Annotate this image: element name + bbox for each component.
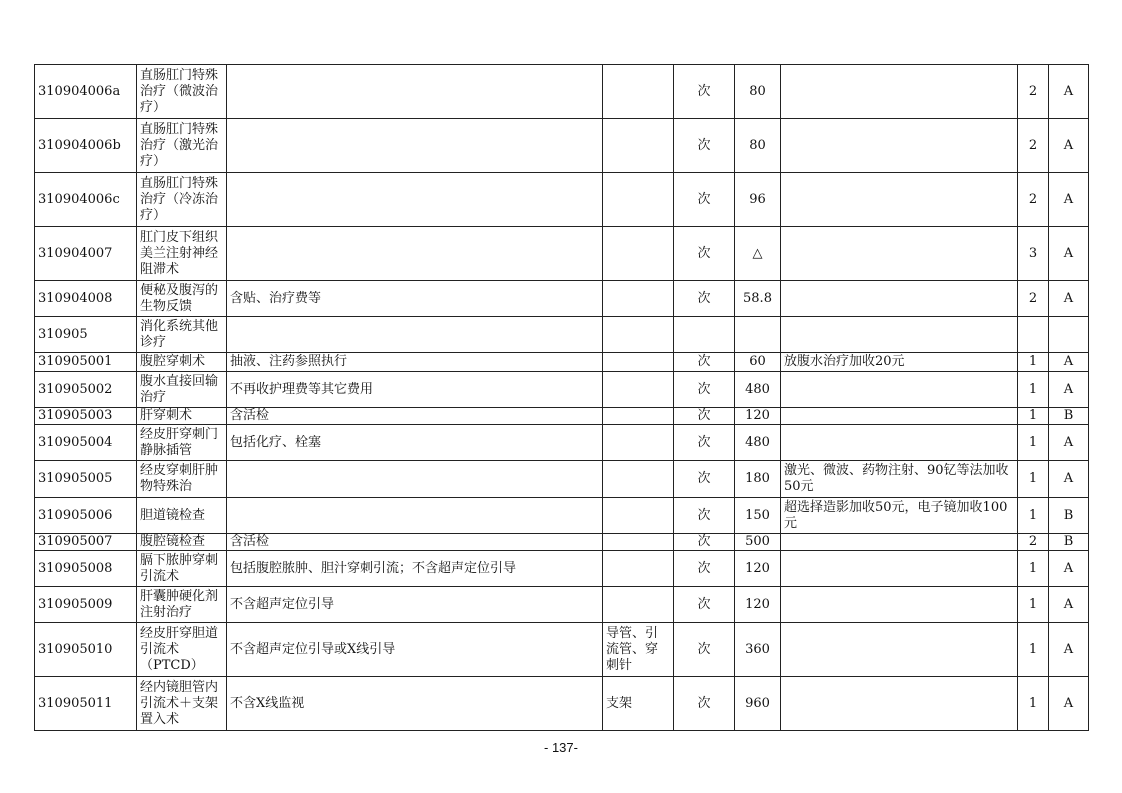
note-cell: 超选择造影加收50元，电子镜加收100元 xyxy=(781,498,1018,534)
item-content-cell: 包括化疗、栓塞 xyxy=(227,425,603,461)
table-row xyxy=(35,587,1089,623)
note-cell xyxy=(781,587,1018,623)
category-cell: A xyxy=(1049,227,1089,281)
excluded-items-cell xyxy=(603,119,674,173)
excluded-items-cell xyxy=(603,65,674,119)
note-cell xyxy=(781,425,1018,461)
excluded-items-cell: 支架 xyxy=(603,677,674,731)
item-name-cell: 肛门皮下组织美兰注射神经阻滞术 xyxy=(137,227,227,281)
item-content-cell: 含贴、治疗费等 xyxy=(227,281,603,317)
excluded-items-cell xyxy=(603,281,674,317)
category-cell: A xyxy=(1049,623,1089,677)
price-cell: 360 xyxy=(735,623,781,677)
item-code-cell: 310904006b xyxy=(35,119,137,173)
level-cell: 3 xyxy=(1018,227,1049,281)
table-row xyxy=(35,425,1089,461)
price-cell: 58.8 xyxy=(735,281,781,317)
level-cell: 1 xyxy=(1018,425,1049,461)
level-cell: 2 xyxy=(1018,119,1049,173)
note-cell xyxy=(781,317,1018,353)
unit-cell: 次 xyxy=(674,623,735,677)
unit-cell xyxy=(674,317,735,353)
note-cell xyxy=(781,65,1018,119)
item-name-cell: 腹腔穿刺术 xyxy=(137,353,227,372)
item-code-cell: 310904008 xyxy=(35,281,137,317)
item-name-cell: 经内镜胆管内引流术＋支架置入术 xyxy=(137,677,227,731)
category-cell: A xyxy=(1049,65,1089,119)
note-cell xyxy=(781,281,1018,317)
unit-cell: 次 xyxy=(674,119,735,173)
note-cell xyxy=(781,119,1018,173)
unit-cell: 次 xyxy=(674,372,735,408)
price-cell: 180 xyxy=(735,461,781,498)
item-content-cell: 不含超声定位引导或X线引导 xyxy=(227,623,603,677)
unit-cell: 次 xyxy=(674,498,735,534)
item-code-cell: 310905001 xyxy=(35,353,137,372)
item-code-cell: 310904007 xyxy=(35,227,137,281)
note-cell xyxy=(781,408,1018,425)
unit-cell: 次 xyxy=(674,587,735,623)
item-name-cell: 经皮肝穿刺门静脉插管 xyxy=(137,425,227,461)
level-cell: 2 xyxy=(1018,281,1049,317)
table-row xyxy=(35,677,1089,731)
unit-cell: 次 xyxy=(674,425,735,461)
price-cell: 120 xyxy=(735,587,781,623)
item-code-cell: 310905007 xyxy=(35,534,137,551)
unit-cell: 次 xyxy=(674,408,735,425)
price-cell: 120 xyxy=(735,408,781,425)
price-cell: 480 xyxy=(735,372,781,408)
item-name-cell: 膈下脓肿穿刺引流术 xyxy=(137,551,227,587)
item-name-cell: 肝穿刺术 xyxy=(137,408,227,425)
level-cell: 2 xyxy=(1018,173,1049,227)
level-cell xyxy=(1018,317,1049,353)
price-cell: 80 xyxy=(735,119,781,173)
level-cell: 1 xyxy=(1018,677,1049,731)
price-cell: 480 xyxy=(735,425,781,461)
item-code-cell: 310905010 xyxy=(35,623,137,677)
item-content-cell: 不含X线监视 xyxy=(227,677,603,731)
item-name-cell: 胆道镜检查 xyxy=(137,498,227,534)
category-cell: A xyxy=(1049,587,1089,623)
table-row xyxy=(35,65,1089,119)
item-name-cell: 直肠肛门特殊治疗（冷冻治疗） xyxy=(137,173,227,227)
table-row xyxy=(35,227,1089,281)
item-code-cell: 310904006a xyxy=(35,65,137,119)
table-row xyxy=(35,173,1089,227)
item-name-cell: 直肠肛门特殊治疗（微波治疗） xyxy=(137,65,227,119)
item-name-cell: 经皮肝穿胆道引流术（PTCD） xyxy=(137,623,227,677)
item-content-cell xyxy=(227,461,603,498)
excluded-items-cell xyxy=(603,173,674,227)
item-name-cell: 便秘及腹泻的生物反馈 xyxy=(137,281,227,317)
price-cell xyxy=(735,317,781,353)
category-cell: A xyxy=(1049,281,1089,317)
table-row xyxy=(35,534,1089,551)
item-code-cell: 310905011 xyxy=(35,677,137,731)
item-code-cell: 310905006 xyxy=(35,498,137,534)
category-cell: A xyxy=(1049,119,1089,173)
item-content-cell xyxy=(227,317,603,353)
category-cell: A xyxy=(1049,551,1089,587)
item-code-cell: 310904006c xyxy=(35,173,137,227)
excluded-items-cell xyxy=(603,372,674,408)
note-cell xyxy=(781,173,1018,227)
category-cell: A xyxy=(1049,372,1089,408)
table-row xyxy=(35,281,1089,317)
table-row xyxy=(35,119,1089,173)
unit-cell: 次 xyxy=(674,551,735,587)
note-cell xyxy=(781,534,1018,551)
unit-cell: 次 xyxy=(674,353,735,372)
excluded-items-cell xyxy=(603,425,674,461)
excluded-items-cell xyxy=(603,353,674,372)
category-cell: B xyxy=(1049,498,1089,534)
item-name-cell: 肝囊肿硬化剂注射治疗 xyxy=(137,587,227,623)
note-cell: 激光、微波、药物注射、90钇等法加收50元 xyxy=(781,461,1018,498)
level-cell: 2 xyxy=(1018,534,1049,551)
item-name-cell: 直肠肛门特殊治疗（激光治疗） xyxy=(137,119,227,173)
table-row xyxy=(35,372,1089,408)
price-cell: 960 xyxy=(735,677,781,731)
category-cell: B xyxy=(1049,534,1089,551)
note-cell: 放腹水治疗加收20元 xyxy=(781,353,1018,372)
price-cell: △ xyxy=(735,227,781,281)
note-cell xyxy=(781,372,1018,408)
excluded-items-cell xyxy=(603,551,674,587)
price-cell: 80 xyxy=(735,65,781,119)
price-cell: 150 xyxy=(735,498,781,534)
item-content-cell: 抽液、注药参照执行 xyxy=(227,353,603,372)
item-code-cell: 310905005 xyxy=(35,461,137,498)
table-row xyxy=(35,408,1089,425)
unit-cell: 次 xyxy=(674,281,735,317)
category-cell: A xyxy=(1049,353,1089,372)
item-name-cell: 经皮穿刺肝肿物特殊治 xyxy=(137,461,227,498)
item-content-cell xyxy=(227,227,603,281)
unit-cell: 次 xyxy=(674,65,735,119)
excluded-items-cell xyxy=(603,227,674,281)
item-content-cell: 不再收护理费等其它费用 xyxy=(227,372,603,408)
unit-cell: 次 xyxy=(674,461,735,498)
item-name-cell: 腹水直接回输治疗 xyxy=(137,372,227,408)
unit-cell: 次 xyxy=(674,173,735,227)
item-content-cell: 含活检 xyxy=(227,534,603,551)
excluded-items-cell: 导管、引流管、穿刺针 xyxy=(603,623,674,677)
level-cell: 1 xyxy=(1018,353,1049,372)
fee-table xyxy=(34,64,1089,731)
table-row xyxy=(35,317,1089,353)
category-cell: A xyxy=(1049,461,1089,498)
price-cell: 120 xyxy=(735,551,781,587)
item-code-cell: 310905004 xyxy=(35,425,137,461)
item-content-cell: 含活检 xyxy=(227,408,603,425)
table-row xyxy=(35,353,1089,372)
table-row xyxy=(35,623,1089,677)
excluded-items-cell xyxy=(603,408,674,425)
item-content-cell xyxy=(227,65,603,119)
item-code-cell: 310905003 xyxy=(35,408,137,425)
price-cell: 96 xyxy=(735,173,781,227)
level-cell: 1 xyxy=(1018,587,1049,623)
item-code-cell: 310905002 xyxy=(35,372,137,408)
category-cell: A xyxy=(1049,173,1089,227)
price-cell: 60 xyxy=(735,353,781,372)
item-content-cell xyxy=(227,119,603,173)
level-cell: 1 xyxy=(1018,461,1049,498)
excluded-items-cell xyxy=(603,498,674,534)
table-row xyxy=(35,461,1089,498)
note-cell xyxy=(781,623,1018,677)
item-code-cell: 310905 xyxy=(35,317,137,353)
unit-cell: 次 xyxy=(674,534,735,551)
level-cell: 2 xyxy=(1018,65,1049,119)
excluded-items-cell xyxy=(603,461,674,498)
category-cell: B xyxy=(1049,408,1089,425)
item-content-cell: 包括腹腔脓肿、胆汁穿刺引流；不含超声定位引导 xyxy=(227,551,603,587)
item-content-cell xyxy=(227,173,603,227)
excluded-items-cell xyxy=(603,534,674,551)
note-cell xyxy=(781,677,1018,731)
note-cell xyxy=(781,551,1018,587)
category-cell: A xyxy=(1049,425,1089,461)
unit-cell: 次 xyxy=(674,227,735,281)
item-content-cell xyxy=(227,498,603,534)
excluded-items-cell xyxy=(603,317,674,353)
item-code-cell: 310905008 xyxy=(35,551,137,587)
item-content-cell: 不含超声定位引导 xyxy=(227,587,603,623)
item-name-cell: 消化系统其他诊疗 xyxy=(137,317,227,353)
category-cell: A xyxy=(1049,677,1089,731)
category-cell xyxy=(1049,317,1089,353)
table-row xyxy=(35,551,1089,587)
level-cell: 1 xyxy=(1018,372,1049,408)
unit-cell: 次 xyxy=(674,677,735,731)
level-cell: 1 xyxy=(1018,408,1049,425)
note-cell xyxy=(781,227,1018,281)
item-code-cell: 310905009 xyxy=(35,587,137,623)
page-number: - 137- xyxy=(544,740,578,755)
level-cell: 1 xyxy=(1018,623,1049,677)
price-cell: 500 xyxy=(735,534,781,551)
level-cell: 1 xyxy=(1018,551,1049,587)
excluded-items-cell xyxy=(603,587,674,623)
item-name-cell: 腹腔镜检查 xyxy=(137,534,227,551)
table-row xyxy=(35,498,1089,534)
level-cell: 1 xyxy=(1018,498,1049,534)
table-body xyxy=(35,65,1089,731)
